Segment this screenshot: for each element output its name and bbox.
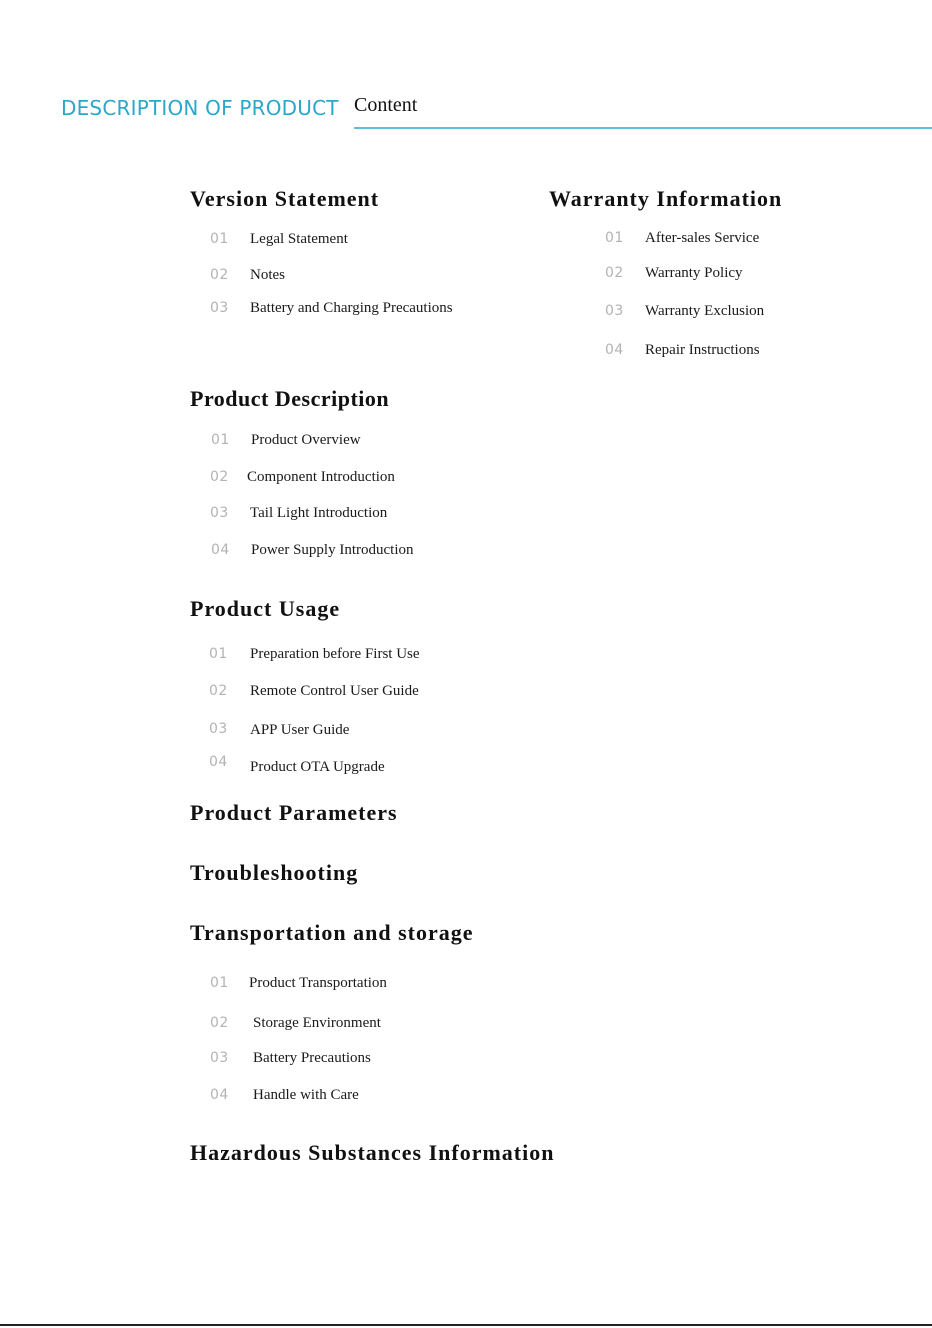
section-heading-product-parameters[interactable]: Product Parameters: [190, 800, 398, 825]
item-number: 01: [605, 230, 624, 246]
item-number: 02: [210, 469, 229, 485]
item-number: 03: [209, 721, 228, 737]
item-label: Product Overview: [251, 432, 361, 448]
item-label: Storage Environment: [253, 1015, 381, 1031]
item-number: 01: [210, 975, 229, 991]
item-number: 02: [209, 683, 228, 699]
item-number: 01: [209, 646, 228, 662]
item-number: 03: [210, 300, 229, 316]
item-number: 04: [605, 342, 624, 358]
item-label: Product Transportation: [249, 975, 387, 991]
section-heading-warranty-information[interactable]: Warranty Information: [549, 186, 783, 211]
item-number: 04: [210, 1087, 229, 1103]
page-bottom-rule: [0, 1324, 932, 1326]
section-heading-version-statement[interactable]: Version Statement: [190, 186, 380, 211]
item-number: 03: [605, 303, 624, 319]
item-label: APP User Guide: [250, 722, 350, 738]
item-label: Power Supply Introduction: [251, 542, 414, 558]
item-number: 03: [210, 1050, 229, 1066]
item-label: Component Introduction: [247, 469, 395, 485]
item-label: Repair Instructions: [645, 342, 760, 358]
section-heading-hazardous-substances[interactable]: Hazardous Substances Information: [190, 1140, 555, 1165]
header-rule: [354, 127, 932, 129]
item-label: Handle with Care: [253, 1087, 359, 1103]
item-number: 03: [210, 505, 229, 521]
item-label: Warranty Exclusion: [645, 303, 765, 319]
item-number: 02: [605, 265, 624, 281]
item-label: Product OTA Upgrade: [250, 759, 385, 775]
item-label: Battery and Charging Precautions: [250, 300, 453, 316]
item-label: After-sales Service: [645, 230, 760, 246]
item-number: 02: [210, 1015, 229, 1031]
item-label: Legal Statement: [250, 231, 348, 247]
item-label: Remote Control User Guide: [250, 683, 419, 699]
item-label: Preparation before First Use: [250, 646, 420, 662]
item-number: 02: [210, 267, 229, 283]
section-heading-product-usage[interactable]: Product Usage: [190, 596, 341, 621]
item-number: 01: [211, 432, 230, 448]
section-heading-troubleshooting[interactable]: Troubleshooting: [190, 860, 359, 885]
item-label: Tail Light Introduction: [250, 505, 388, 521]
item-label: Notes: [250, 267, 285, 283]
section-heading-transportation-storage[interactable]: Transportation and storage: [190, 920, 474, 945]
item-number: 04: [209, 754, 228, 770]
item-number: 01: [210, 231, 229, 247]
item-label: Warranty Policy: [645, 265, 743, 281]
page-title: Content: [354, 94, 418, 116]
brand-title: DESCRIPTION OF PRODUCT: [61, 96, 339, 120]
item-number: 04: [211, 542, 230, 558]
item-label: Battery Precautions: [253, 1050, 371, 1066]
section-heading-product-description[interactable]: Product Description: [190, 386, 390, 411]
